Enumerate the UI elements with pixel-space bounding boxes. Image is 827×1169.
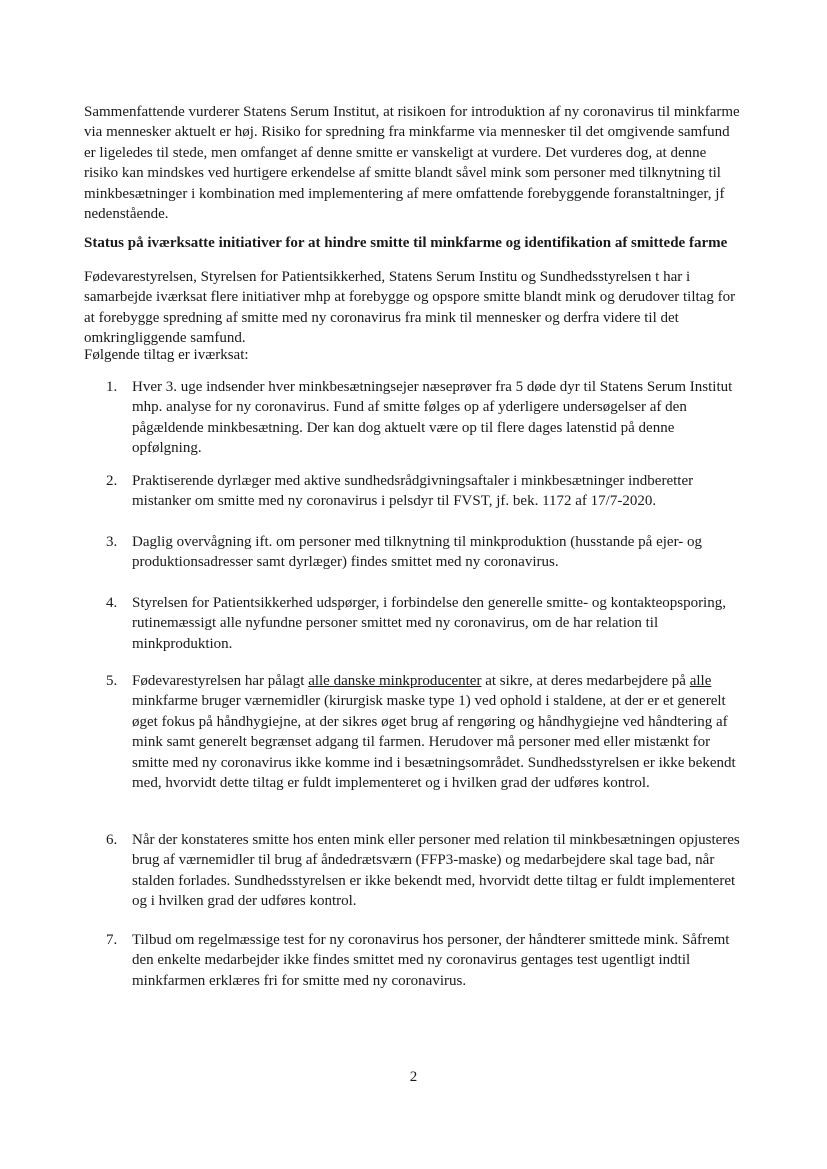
list-item-number: 4. bbox=[106, 595, 118, 611]
list-item-text: Daglig overvågning ift. om personer med tilknytning til minkproduktion (husstande på ejer- og produktionsadresser samt dyrlæger) findes smittet med ny coronavirus. bbox=[132, 534, 703, 571]
list-item-number: 1. bbox=[106, 379, 118, 395]
list-item-text: Tilbud om regelmæssige test for ny coronavirus hos personer, der håndterer smittede mink. Såfremt den enkelte medarbejder ikke findes smittet med ny coronavirus gentages test ugentligt indtil minkfarmen erklæres fri for smitte med ny coronavirus. bbox=[132, 932, 730, 989]
list-item-text: Praktiserende dyrlæger med aktive sundhedsrådgivningsaftaler i minkbesætninger indberetter mistanker om smitte med ny coronavirus i pelsdyr til FVST, jf. bek. 1172 af 17/7-2020. bbox=[132, 473, 694, 510]
section-heading: Status på iværksatte initiativer for at hindre smitte til minkfarme og identifikation af smittede farme bbox=[84, 235, 728, 251]
page-number: 2 bbox=[409, 1069, 418, 1085]
list-item-text: Styrelsen for Patientsikkerhed udspørger, i forbindelse den generelle smitte- og kontakteopsporing, rutinemæssigt alle nyfundne personer smittet med ny coronavirus, om de har relation til minkproduktion. bbox=[132, 595, 726, 652]
list-item-number: 7. bbox=[106, 932, 118, 948]
list-item-number: 5. bbox=[106, 673, 118, 689]
summary-paragraph: Sammenfattende vurderer Statens Serum Institut, at risikoen for introduktion af ny coronavirus til minkfarme via mennesker aktuelt er høj. Risiko for spredning fra minkfarme via mennesker til det omgivende samfund er ligeledes til stede, men omfanget af denne smitte er vanskeligt at vurdere. Det vurderes dog, at denne risiko kan mindskes ved hurtigere erkendelse af smitte blandt såvel mink som personer med tilknytning til minkbesætninger i kombination med implementering af mere omfattende forebyggende foranstaltninger, jf nedenstående. bbox=[84, 104, 740, 223]
list-item-text: Hver 3. uge indsender hver minkbesætningsejer næseprøver fra 5 døde dyr til Statens Serum Institut mhp. analyse for ny coronavirus. Fund af smitte følges op af yderligere undersøgelser af den pågældende minkbesætning. Der kan dog aktuelt være op til flere dages latenstid på denne opfølgning. bbox=[132, 379, 733, 457]
list-item-number: 2. bbox=[106, 473, 118, 489]
list-item-number: 6. bbox=[106, 832, 118, 848]
list-item-text-part: minkfarme bruger værnemidler (kirurgisk maske type 1) ved ophold i staldene, at der er et generelt øget fokus på håndhygiejne, at der sikres øget brug af rengøring og håndhygiejne ved håndtering af mink samt generelt begrænset adgang til farmen. Herudover må personer med eller mistænkt for smitte med ny coronavirus ikke komme ind i besætningsområdet. Sundhedsstyrelsen er ikke bekendt med, hvorvidt dette tiltag er fuldt implementeret og i hvilken grad der udføres kontrol. bbox=[132, 693, 736, 792]
list-item-text: Når der konstateres smitte hos enten mink eller personer med relation til minkbesætningen opjusteres brug af værnemidler til brug af åndedrætsværn (FFP3-maske) og medarbejdere skal tage bad, når stalden forlades. Sundhedsstyrelsen er ikke bekendt med, hvorvidt dette tiltag er fuldt implementeret og i hvilken grad der udføres kontrol. bbox=[132, 832, 740, 910]
list-item-text-part: at sikre, at deres medarbejdere på bbox=[481, 673, 690, 689]
underlined-text: alle bbox=[689, 673, 712, 689]
list-lead-text: Følgende tiltag er iværksat: bbox=[84, 347, 249, 363]
section-intro-paragraph: Fødevarestyrelsen, Styrelsen for Patientsikkerhed, Statens Serum Institu og Sundhedsstyrelsen t har i samarbejde iværksat flere initiativer mhp at forebygge og opspore smitte blandt mink og derudover tiltag for at forebygge spredning af smitte med ny coronavirus fra mink til mennesker og derfra videre til det omkringliggende samfund. bbox=[84, 269, 736, 347]
list-item-text bbox=[132, 671, 744, 793]
underlined-text: alle danske minkproducenter bbox=[308, 673, 482, 689]
list-item-number: 3. bbox=[106, 534, 118, 550]
list-item-text-part: Fødevarestyrelsen har pålagt bbox=[132, 673, 309, 689]
